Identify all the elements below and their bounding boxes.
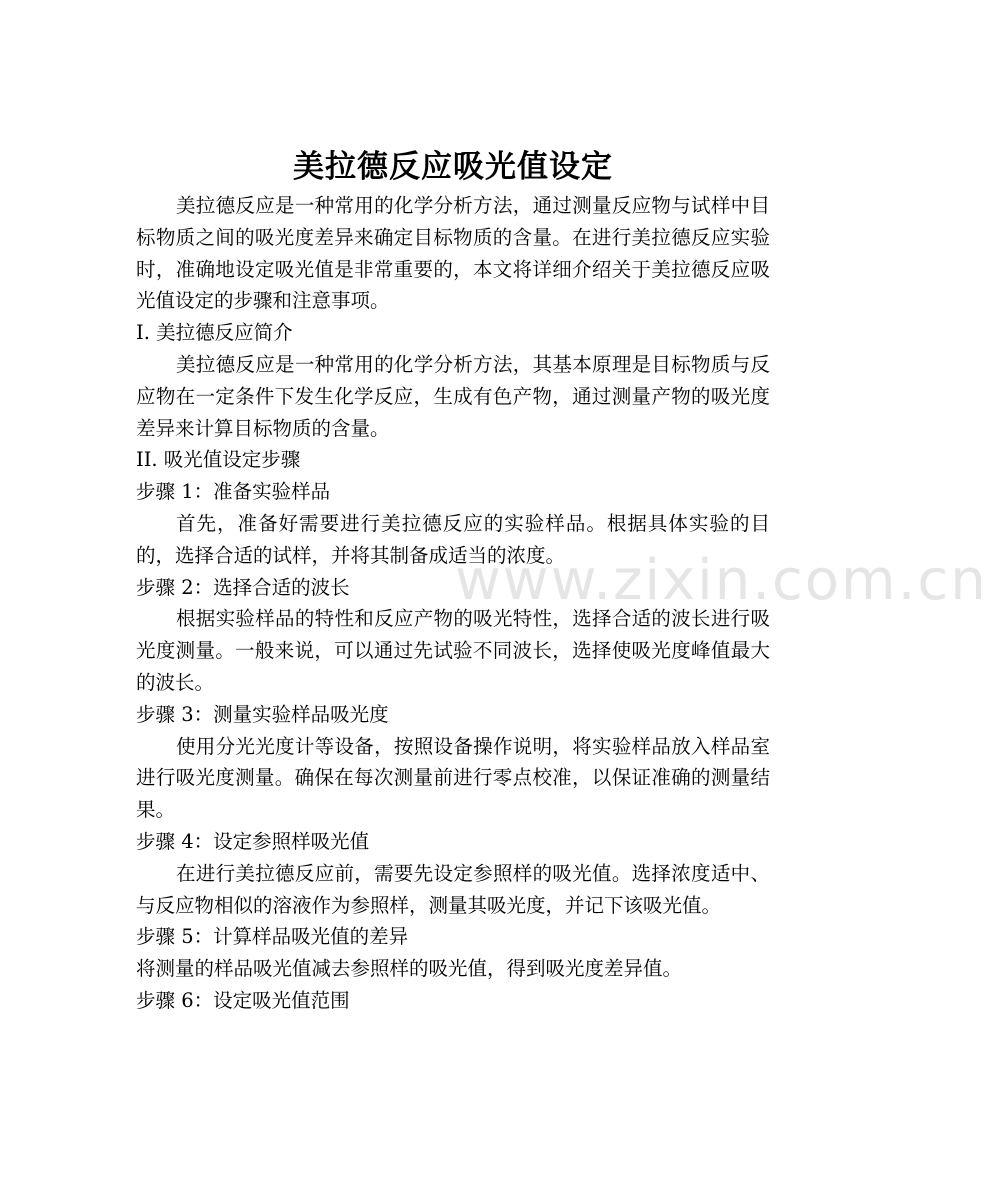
section-heading-1: I. 美拉德反应简介	[136, 321, 293, 345]
step-body-5: 将测量的样品吸光值减去参照样的吸光值，得到吸光度差异值。	[136, 957, 683, 981]
step-body-4: 在进行美拉德反应前，需要先设定参照样的吸光值。选择浓度适中、与反应物相似的溶液作为参照样，测量其吸光度，并记下该吸光值。	[136, 861, 770, 917]
document-title: 美拉德反应吸光值设定	[293, 149, 613, 185]
step-heading-3: 步骤 3：测量实验样品吸光度	[136, 702, 389, 726]
section-body-1: 美拉德反应是一种常用的化学分析方法，其基本原理是目标物质与反应物在一定条件下发生化学反应，生成有色产物，通过测量产物的吸光度差异来计算目标物质的含量。	[136, 352, 770, 440]
step-heading-6: 步骤 6：设定吸光值范围	[136, 988, 350, 1012]
step-body-3: 使用分光光度计等设备，按照设备操作说明，将实验样品放入样品室进行吸光度测量。确保在每次测量前进行零点校准，以保证准确的测量结果。	[136, 734, 770, 822]
intro-paragraph: 美拉德反应是一种常用的化学分析方法，通过测量反应物与试样中目标物质之间的吸光度差异来确定目标物质的含量。在进行美拉德反应实验时，准确地设定吸光值是非常重要的，本文将详细介绍关于美拉德反应吸光值设定的步骤和注意事项。	[136, 194, 770, 313]
step-heading-4: 步骤 4：设定参照样吸光值	[136, 829, 370, 853]
document-content	[136, 144, 770, 1017]
watermark: www.zixin.com.cn	[455, 548, 988, 613]
step-body-2: 根据实验样品的特性和反应产物的吸光特性，选择合适的波长进行吸光度测量。一般来说，可以通过先试验不同波长，选择使吸光度峰值最大的波长。	[136, 607, 770, 694]
section-heading-2: II. 吸光值设定步骤	[136, 448, 301, 472]
step-heading-5: 步骤 5：计算样品吸光值的差异	[136, 925, 409, 949]
step-heading-1: 步骤 1：准备实验样品	[136, 480, 331, 504]
step-heading-2: 步骤 2：选择合适的波长	[136, 575, 350, 599]
step-body-1: 首先，准备好需要进行美拉德反应的实验样品。根据具体实验的目的，选择合适的试样，并将其制备成适当的浓度。	[136, 511, 770, 567]
